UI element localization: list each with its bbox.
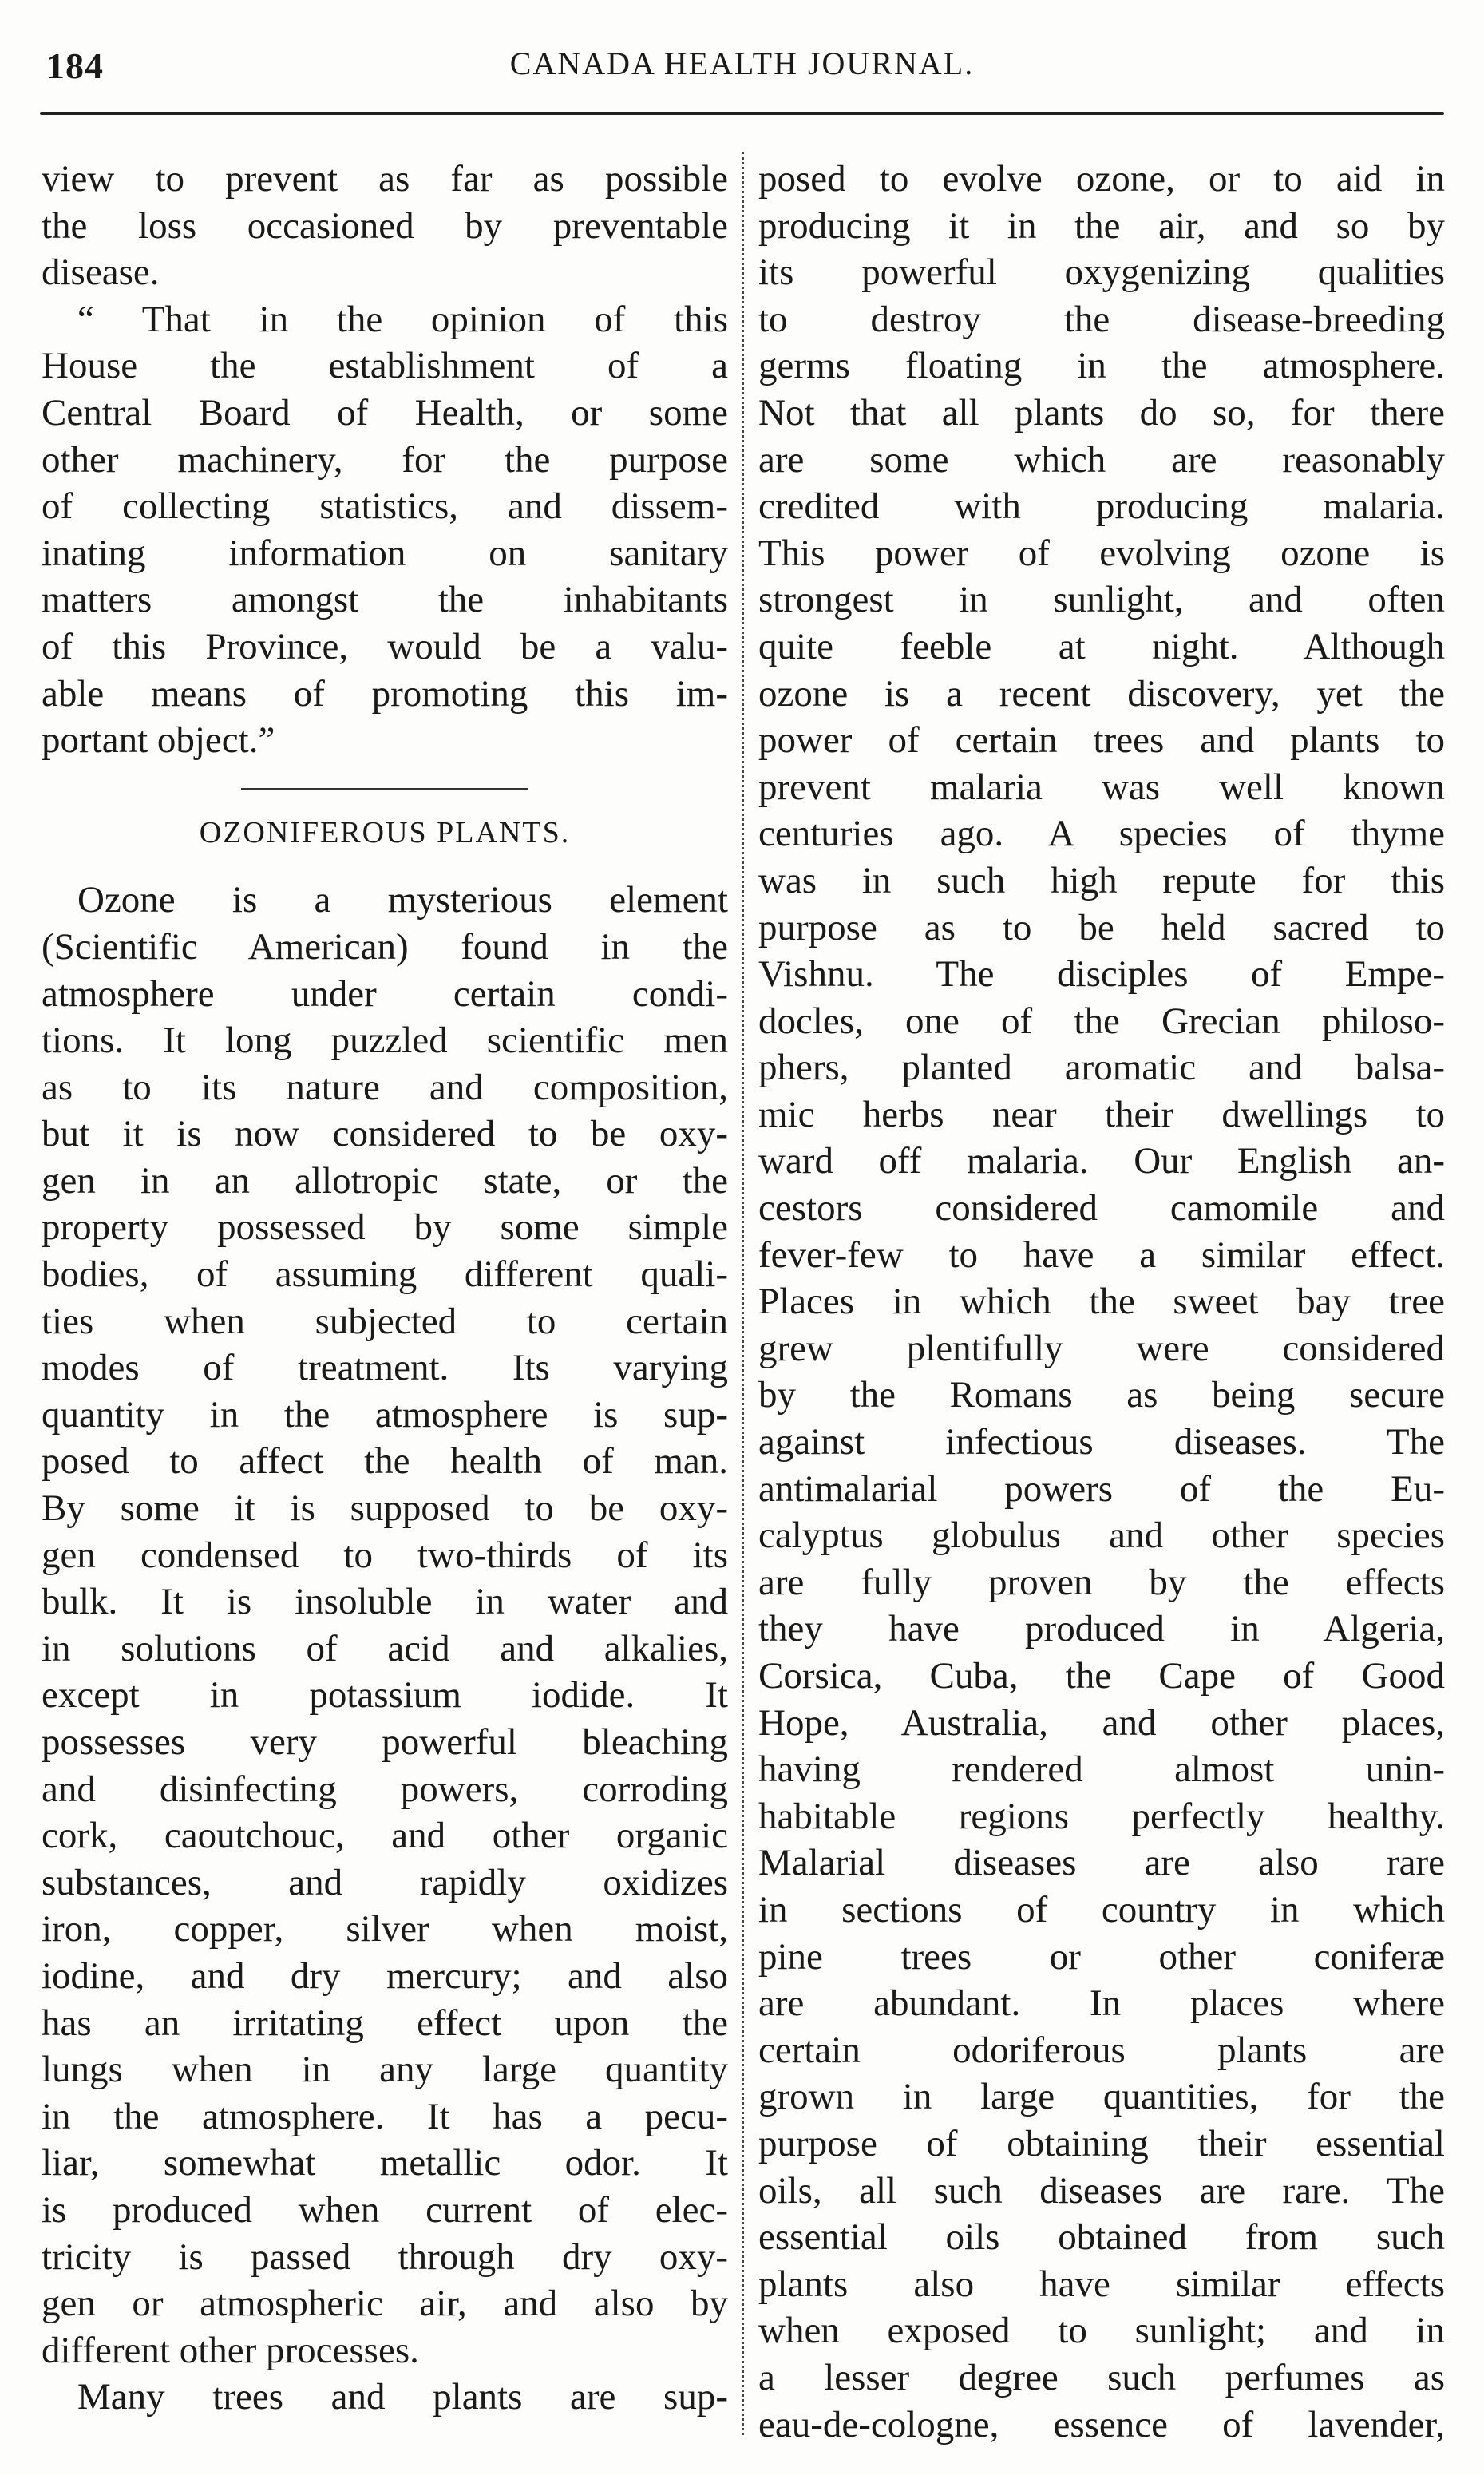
text-line: modes of treatment. Its varying — [42, 1347, 728, 1389]
text-line: Many trees and plants are sup- — [77, 2376, 728, 2418]
text-line: substances, and rapidly oxidizes — [42, 1861, 728, 1903]
header-rule — [40, 112, 1444, 115]
text-line: House the establishment of a — [42, 345, 728, 387]
text-line: plants also have similar effects — [758, 2263, 1445, 2305]
text-line: iodine, and dry mercury; and also — [42, 1954, 728, 1997]
text-line: Hope, Australia, and other places, — [758, 1701, 1445, 1744]
text-line: oils, all such diseases are rare. The — [758, 2169, 1445, 2212]
text-line: Ozone is a mysterious element — [77, 879, 728, 921]
text-line: liar, somewhat metallic odor. It — [42, 2142, 728, 2184]
text-line: essential oils obtained from such — [758, 2216, 1445, 2259]
text-line: calyptus globulus and other species — [758, 1515, 1445, 1557]
text-line: cestors considered camomile and — [758, 1187, 1445, 1230]
text-line: its powerful oxygenizing qualities — [758, 251, 1445, 294]
text-line: cork, caoutchouc, and other organic — [42, 1815, 728, 1857]
paragraph-continued — [42, 156, 728, 296]
text-line: pine trees or other coniferæ — [758, 1935, 1445, 1978]
text-line: and disinfecting powers, corroding — [42, 1768, 728, 1810]
journal-title: CANADA HEALTH JOURNAL. — [509, 46, 975, 81]
text-line: phers, planted aromatic and balsa- — [758, 1047, 1445, 1089]
text-line: against infectious diseases. The — [758, 1421, 1445, 1463]
text-line: This power of evolving ozone is — [758, 532, 1445, 574]
section-divider — [241, 788, 528, 790]
right-column — [758, 156, 1445, 2448]
text-line: mic herbs near their dwellings to — [758, 1093, 1445, 1135]
text-line: power of certain trees and plants to — [758, 719, 1445, 762]
text-line: when exposed to sunlight; and in — [758, 2310, 1445, 2352]
text-line: fever-few to have a similar effect. — [758, 1234, 1445, 1276]
text-line: in sections of country in which — [758, 1888, 1445, 1930]
column-divider — [742, 152, 744, 2435]
trees-paragraph-continued — [758, 156, 1445, 2448]
text-line: view to prevent as far as possible — [42, 158, 728, 200]
text-line: of collecting statistics, and dissem- — [42, 485, 728, 528]
text-line: gen or atmospheric air, and also by — [42, 2283, 728, 2325]
text-line: Malarial diseases are also rare — [758, 1842, 1445, 1884]
page-number: 184 — [46, 46, 104, 86]
text-line: are abundant. In places where — [758, 1982, 1445, 2025]
ozone-paragraph — [42, 877, 728, 2374]
text-line: atmosphere under certain condi- — [42, 972, 728, 1015]
text-line: posed to evolve ozone, or to aid in — [758, 158, 1445, 200]
text-line: are fully proven by the effects — [758, 1561, 1445, 1603]
text-line: purpose of obtaining their essential — [758, 2122, 1445, 2164]
text-line: the loss occasioned by preventable — [42, 204, 728, 247]
text-line: ozone is a recent discovery, yet the — [758, 672, 1445, 715]
text-line: portant object.” — [42, 719, 275, 762]
text-line: iron, copper, silver when moist, — [42, 1908, 728, 1950]
text-line: strongest in sunlight, and often — [758, 579, 1445, 621]
page-header — [46, 45, 1438, 109]
text-line: Corsica, Cuba, the Cape of Good — [758, 1655, 1445, 1697]
text-line: other machinery, for the purpose — [42, 438, 728, 481]
text-line: able means of promoting this im- — [42, 672, 728, 715]
text-line: lungs when in any large quantity — [42, 2049, 728, 2091]
text-line: to destroy the disease-breeding — [758, 298, 1445, 340]
text-line: Vishnu. The disciples of Empe- — [758, 953, 1445, 996]
text-line: antimalarial powers of the Eu- — [758, 1467, 1445, 1510]
text-line: certain odoriferous plants are — [758, 2029, 1445, 2071]
text-line: in solutions of acid and alkalies, — [42, 1627, 728, 1669]
text-line: gen in an allotropic state, or the — [42, 1159, 728, 1202]
text-line: posed to affect the health of man. — [42, 1440, 728, 1483]
text-line: grew plentifully were considered — [758, 1327, 1445, 1369]
text-line: producing it in the air, and so by — [758, 204, 1445, 247]
text-line: By some it is supposed to be oxy- — [42, 1487, 728, 1530]
text-line: except in potassium iodide. It — [42, 1674, 728, 1717]
text-line: ward off malaria. Our English an- — [758, 1140, 1445, 1182]
text-line: property possessed by some simple — [42, 1206, 728, 1249]
text-line: are some which are reasonably — [758, 438, 1445, 481]
section-title: OZONIFEROUS PLANTS. — [199, 815, 571, 849]
text-line: (Scientific American) found in the — [42, 925, 728, 968]
text-line: was in such high repute for this — [758, 859, 1445, 901]
text-line: but it is now considered to be oxy- — [42, 1113, 728, 1155]
text-line: purpose as to be held sacred to — [758, 906, 1445, 948]
text-line: germs floating in the atmosphere. — [758, 345, 1445, 387]
text-line: prevent malaria was well known — [758, 766, 1445, 808]
left-column — [42, 156, 728, 2421]
text-line: bodies, of assuming different quali- — [42, 1253, 728, 1296]
text-line: bulk. It is insoluble in water and — [42, 1581, 728, 1623]
text-line: different other processes. — [42, 2329, 419, 2371]
text-line: they have produced in Algeria, — [758, 1608, 1445, 1650]
resolution-quote — [42, 296, 728, 764]
text-line: centuries ago. A species of thyme — [758, 813, 1445, 855]
text-line: of this Province, would be a valu- — [42, 625, 728, 667]
text-line: having rendered almost unin- — [758, 1748, 1445, 1791]
text-line: gen condensed to two-thirds of its — [42, 1534, 728, 1576]
text-line: eau-de-cologne, essence of lavender, — [758, 2403, 1445, 2445]
text-line: in the atmosphere. It has a pecu- — [42, 2095, 728, 2137]
text-line: docles, one of the Grecian philoso- — [758, 1000, 1445, 1042]
text-line: Not that all plants do so, for there — [758, 391, 1445, 434]
text-line: by the Romans as being secure — [758, 1374, 1445, 1416]
text-line: quite feeble at night. Although — [758, 625, 1445, 667]
text-line: tions. It long puzzled scientific men — [42, 1020, 728, 1062]
text-line: Places in which the sweet bay tree — [758, 1281, 1445, 1323]
text-line: possesses very powerful bleaching — [42, 1721, 728, 1763]
text-line: is produced when current of elec- — [42, 2188, 728, 2231]
text-line: has an irritating effect upon the — [42, 2002, 728, 2044]
text-line: tricity is passed through dry oxy- — [42, 2235, 728, 2278]
text-line: grown in large quantities, for the — [758, 2076, 1445, 2118]
text-line: quantity in the atmosphere is sup- — [42, 1393, 728, 1436]
text-line: disease. — [42, 251, 160, 294]
text-line: habitable regions perfectly healthy. — [758, 1795, 1445, 1837]
text-line: inating information on sanitary — [42, 532, 728, 574]
trees-paragraph-start — [42, 2374, 728, 2421]
text-line: as to its nature and composition, — [42, 1066, 728, 1108]
text-line: ties when subjected to certain — [42, 1300, 728, 1342]
text-line: “ That in the opinion of this — [77, 298, 728, 340]
text-line: Central Board of Health, or some — [42, 391, 728, 434]
text-line: a lesser degree such perfumes as — [758, 2356, 1445, 2398]
text-line: matters amongst the inhabitants — [42, 579, 728, 621]
text-line: credited with producing malaria. — [758, 485, 1445, 528]
